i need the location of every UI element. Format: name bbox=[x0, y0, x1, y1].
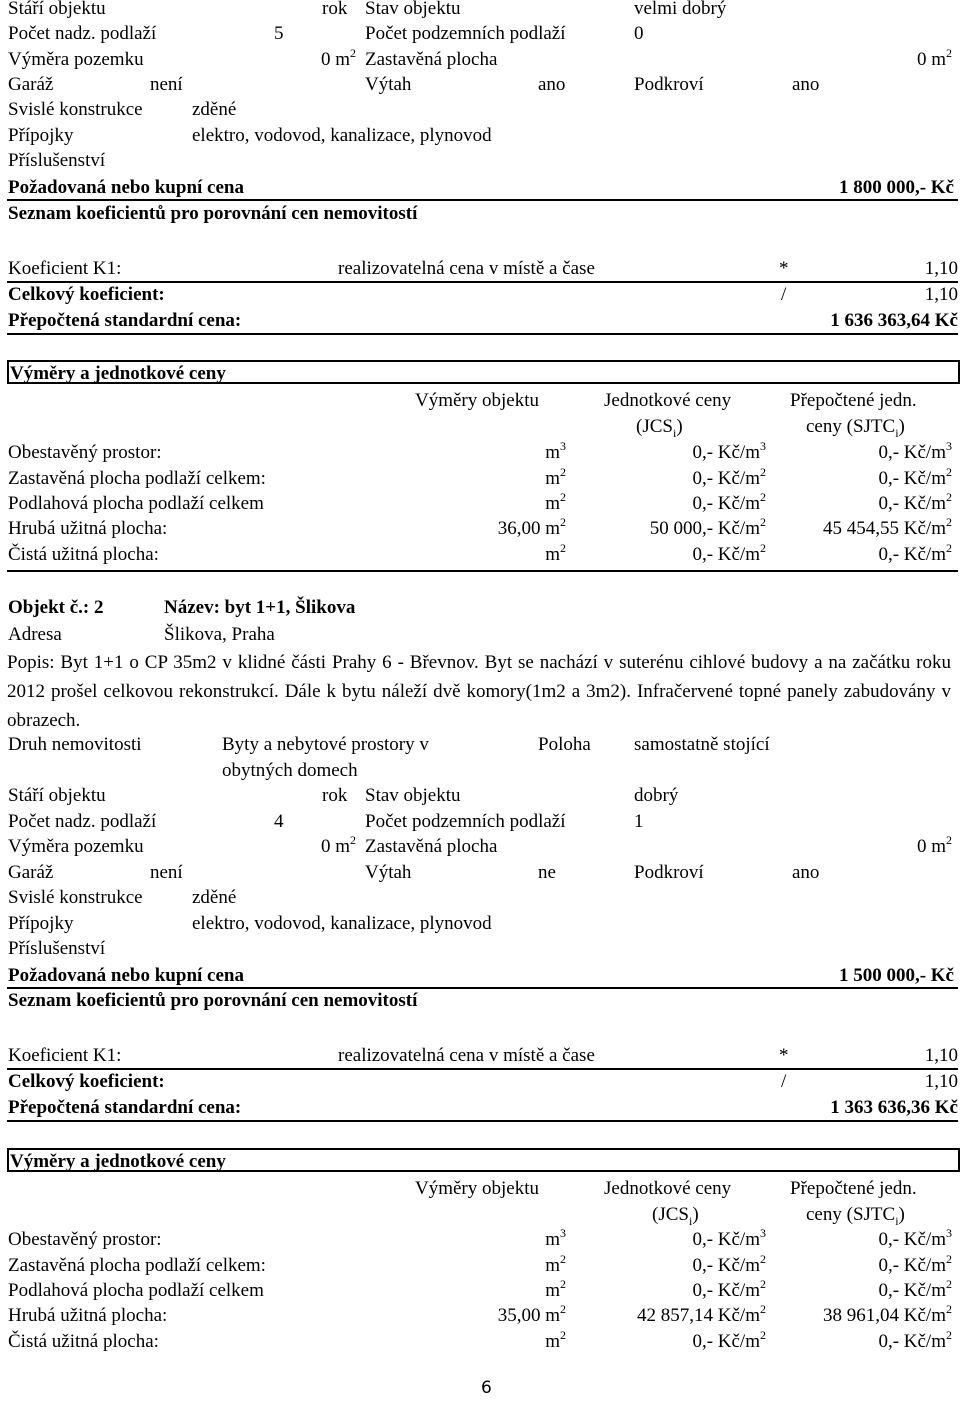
attic-label: Podkroví bbox=[634, 74, 704, 95]
under-value: 1 bbox=[634, 811, 644, 832]
access-label: Příslušenství bbox=[8, 938, 106, 959]
price-label: Požadovaná nebo kupní cena bbox=[8, 965, 244, 986]
row-area: $m^2$ bbox=[545, 489, 566, 514]
row-label: Hrubá užitná plocha: bbox=[8, 1305, 168, 1326]
state-value: velmi dobrý bbox=[634, 0, 727, 19]
lift-value: ano bbox=[538, 74, 566, 95]
conn-value: elektro, vodovod, kanalizace, plynovod bbox=[192, 125, 492, 146]
std-label: Přepočtená standardní cena: bbox=[8, 310, 242, 331]
k1-op: * bbox=[779, 1045, 789, 1066]
total-op: / bbox=[781, 284, 787, 305]
row-sjtc: 45 454,55 $Kč/m^2$ bbox=[823, 514, 952, 539]
row-area: 36,00 $m^2$ bbox=[497, 514, 566, 539]
row-sjtc: 0,- $Kč/m^3$ bbox=[878, 1225, 952, 1250]
row-jcs: 0,- $Kč/m^2$ bbox=[692, 540, 766, 565]
col-area-header: Výměry objektu bbox=[415, 1178, 540, 1199]
k1-divider bbox=[7, 281, 958, 283]
row-jcs: 0,- $Kč/m^3$ bbox=[692, 1225, 766, 1250]
price-label: Požadovaná nebo kupní cena bbox=[8, 177, 244, 198]
coef-list-title: Seznam koeficientů pro porovnání cen nemovitostí bbox=[8, 990, 418, 1011]
row-area: $m^2$ bbox=[545, 1327, 566, 1352]
type-value-line1: Byty a nebytové prostory v bbox=[222, 734, 429, 755]
built-value: 0 $m^2$ bbox=[916, 45, 952, 70]
col-jcs-header: Jednotkové ceny bbox=[604, 390, 732, 411]
total-value: 1,10 bbox=[924, 284, 958, 305]
row-sjtc: 0,- $Kč/m^2$ bbox=[878, 1251, 952, 1276]
row-label: Zastavěná plocha podlaží celkem: bbox=[8, 468, 266, 489]
attic-label: Podkroví bbox=[634, 862, 704, 883]
land-label: Výměra pozemku bbox=[8, 49, 144, 70]
total-op: / bbox=[781, 1071, 787, 1092]
areas-title: Výměry a jednotkové ceny bbox=[10, 1151, 226, 1172]
row-jcs: 42 857,14 $Kč/m^2$ bbox=[637, 1301, 766, 1326]
addr-value: Šlikova, Praha bbox=[164, 624, 275, 645]
under-label: Počet podzemních podlaží bbox=[365, 811, 566, 832]
type-label: Druh nemovitosti bbox=[8, 734, 142, 755]
conn-label: Přípojky bbox=[8, 913, 74, 934]
row-area: $m^2$ bbox=[545, 540, 566, 565]
age-label: Stáří objektu bbox=[8, 0, 106, 19]
row-sjtc: 0,- $Kč/m^2$ bbox=[878, 540, 952, 565]
lift-label: Výtah bbox=[365, 862, 412, 883]
price-value: 1 500 000,- Kč bbox=[838, 965, 954, 986]
row-sjtc: 38 961,04 $Kč/m^2$ bbox=[823, 1301, 952, 1326]
row-jcs: 0,- $Kč/m^2$ bbox=[692, 1251, 766, 1276]
k1-op: * bbox=[779, 258, 789, 279]
price-divider bbox=[7, 199, 958, 201]
k1-divider bbox=[7, 1068, 958, 1070]
k1-label: Koeficient K1: bbox=[8, 1045, 122, 1066]
std-divider bbox=[7, 1120, 958, 1122]
row-jcs: 0,- $Kč/m^2$ bbox=[692, 489, 766, 514]
areas-bottom-divider bbox=[7, 570, 958, 572]
total-label: Celkový koeficient: bbox=[8, 284, 165, 305]
coef-list-title: Seznam koeficientů pro porovnání cen nemovitostí bbox=[8, 203, 418, 224]
obj2-name: Název: byt 1+1, Šlikova bbox=[164, 597, 356, 618]
walls-label: Svislé konstrukce bbox=[8, 99, 143, 120]
land-value: 0 $m^2$ bbox=[320, 45, 356, 70]
row-jcs: 0,- $Kč/m^2$ bbox=[692, 464, 766, 489]
attic-value: ano bbox=[792, 74, 820, 95]
price-value: 1 800 000,- Kč bbox=[838, 177, 954, 198]
row-label: Obestavěný prostor: bbox=[8, 442, 162, 463]
land-value: 0 $m^2$ bbox=[320, 832, 356, 857]
row-jcs: 50 000,- $Kč/m^2$ bbox=[649, 514, 766, 539]
row-area: $m^2$ bbox=[545, 1276, 566, 1301]
col-jcs-sub: $(JCS_i)$ bbox=[636, 416, 683, 440]
total-value: 1,10 bbox=[924, 1071, 958, 1092]
floors-value: 5 bbox=[274, 23, 284, 44]
page-number: 6 bbox=[481, 1378, 492, 1398]
k1-label: Koeficient K1: bbox=[8, 258, 122, 279]
under-value: 0 bbox=[634, 23, 644, 44]
attic-value: ano bbox=[792, 862, 820, 883]
age-label: Stáří objektu bbox=[8, 785, 106, 806]
conn-value: elektro, vodovod, kanalizace, plynovod bbox=[192, 913, 492, 934]
state-label: Stav objektu bbox=[365, 785, 461, 806]
row-label: Obestavěný prostor: bbox=[8, 1229, 162, 1250]
col-sjtc-sub: ceny $(SJTC_i)$ bbox=[806, 416, 905, 440]
row-sjtc: 0,- $Kč/m^2$ bbox=[878, 464, 952, 489]
price-divider bbox=[7, 987, 958, 989]
lift-label: Výtah bbox=[365, 74, 412, 95]
col-jcs-header: Jednotkové ceny bbox=[604, 1178, 732, 1199]
std-divider bbox=[7, 333, 958, 335]
k1-desc: realizovatelná cena v místě a čase bbox=[338, 258, 595, 279]
row-label: Podlahová plocha podlaží celkem bbox=[8, 1280, 264, 1301]
conn-label: Přípojky bbox=[8, 125, 74, 146]
garage-label: Garáž bbox=[8, 862, 54, 883]
land-label: Výměra pozemku bbox=[8, 836, 144, 857]
age-unit: rok bbox=[322, 785, 348, 806]
k1-value: 1,10 bbox=[924, 258, 958, 279]
row-label: Čistá užitná plocha: bbox=[8, 1331, 159, 1352]
addr-label: Adresa bbox=[8, 624, 62, 645]
walls-label: Svislé konstrukce bbox=[8, 887, 143, 908]
under-label: Počet podzemních podlaží bbox=[365, 23, 566, 44]
row-area: $m^3$ bbox=[545, 1225, 566, 1250]
row-jcs: 0,- $Kč/m^2$ bbox=[692, 1276, 766, 1301]
row-label: Zastavěná plocha podlaží celkem: bbox=[8, 1255, 266, 1276]
row-jcs: 0,- $Kč/m^3$ bbox=[692, 438, 766, 463]
row-label: Hrubá užitná plocha: bbox=[8, 518, 168, 539]
std-label: Přepočtená standardní cena: bbox=[8, 1097, 242, 1118]
pos-label: Poloha bbox=[538, 734, 591, 755]
garage-value: není bbox=[150, 74, 183, 95]
obj2-description: Popis: Byt 1+1 o CP 35m2 v klidné části Prahy 6 - Břevnov. Byt se nachází v suterénu cihlové budovy a na začátku roku 2012 prošel celkovou rekonstrukcí. Dále k bytu náleží dvě komory(1m2 a 3m2). Infračervené topné panely zabudovány v obrazech. bbox=[7, 652, 951, 731]
row-area: $m^2$ bbox=[545, 1251, 566, 1276]
built-label: Zastavěná plocha bbox=[365, 836, 498, 857]
std-value: 1 636 363,64 Kč bbox=[830, 310, 958, 331]
type-value-line2: obytných domech bbox=[222, 760, 358, 781]
col-sjtc-sub: ceny $(SJTC_i)$ bbox=[806, 1204, 905, 1228]
walls-value: zděné bbox=[192, 887, 237, 908]
lift-value: ne bbox=[538, 862, 556, 883]
col-sjtc-header: Přepočtené jedn. bbox=[790, 390, 917, 411]
k1-desc: realizovatelná cena v místě a čase bbox=[338, 1045, 595, 1066]
garage-label: Garáž bbox=[8, 74, 54, 95]
built-label: Zastavěná plocha bbox=[365, 49, 498, 70]
total-label: Celkový koeficient: bbox=[8, 1071, 165, 1092]
state-label: Stav objektu bbox=[365, 0, 461, 19]
age-unit: rok bbox=[322, 0, 348, 19]
row-area: $m^3$ bbox=[545, 438, 566, 463]
row-area: 35,00 $m^2$ bbox=[497, 1301, 566, 1326]
row-sjtc: 0,- $Kč/m^3$ bbox=[878, 438, 952, 463]
row-sjtc: 0,- $Kč/m^2$ bbox=[878, 1327, 952, 1352]
row-label: Podlahová plocha podlaží celkem bbox=[8, 493, 264, 514]
areas-title: Výměry a jednotkové ceny bbox=[10, 363, 226, 384]
col-jcs-sub: $(JCS_i)$ bbox=[652, 1204, 699, 1228]
floors-value: 4 bbox=[274, 811, 284, 832]
row-sjtc: 0,- $Kč/m^2$ bbox=[878, 1276, 952, 1301]
floors-label: Počet nadz. podlaží bbox=[8, 811, 157, 832]
state-value: dobrý bbox=[634, 785, 679, 806]
row-jcs: 0,- $Kč/m^2$ bbox=[692, 1327, 766, 1352]
obj2-number: Objekt č.: 2 bbox=[8, 597, 104, 618]
row-area: $m^2$ bbox=[545, 464, 566, 489]
row-label: Čistá užitná plocha: bbox=[8, 544, 159, 565]
col-sjtc-header: Přepočtené jedn. bbox=[790, 1178, 917, 1199]
walls-value: zděné bbox=[192, 99, 237, 120]
row-sjtc: 0,- $Kč/m^2$ bbox=[878, 489, 952, 514]
garage-value: není bbox=[150, 862, 183, 883]
floors-label: Počet nadz. podlaží bbox=[8, 23, 157, 44]
k1-value: 1,10 bbox=[924, 1045, 958, 1066]
std-value: 1 363 636,36 Kč bbox=[830, 1097, 958, 1118]
col-area-header: Výměry objektu bbox=[415, 390, 540, 411]
pos-value: samostatně stojící bbox=[634, 734, 770, 755]
access-label: Příslušenství bbox=[8, 150, 106, 171]
built-value: 0 $m^2$ bbox=[916, 832, 952, 857]
